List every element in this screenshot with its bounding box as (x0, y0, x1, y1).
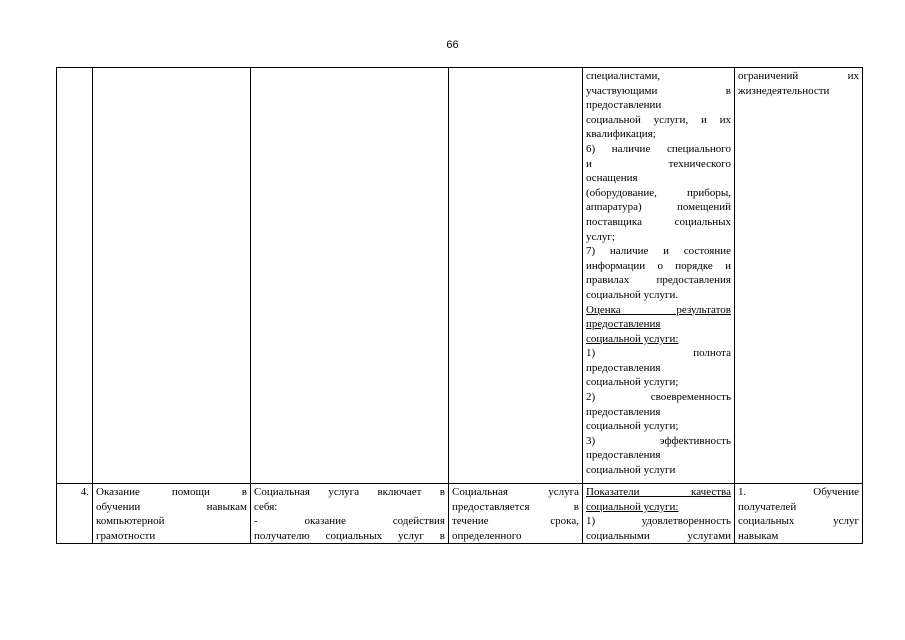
cell-text-line: Социальная услуга включает в (254, 486, 445, 498)
cell-quality-indicators (583, 68, 735, 484)
cell-text-line: Социальная услуга (452, 486, 579, 498)
table-row-4 (57, 484, 863, 544)
cell-text-line: навыкам (738, 529, 779, 542)
cell-text-line: 2) своевременность (586, 391, 731, 404)
cell-text-line: специалистами, (586, 70, 661, 82)
cell-text-line: жизнедеятельности (738, 84, 830, 97)
cell-text-line: информации о порядке и (586, 259, 731, 272)
cell-quality-indicators (583, 484, 735, 544)
cell-service-name (93, 484, 251, 544)
cell-text-line: социальной услуги: (586, 500, 679, 513)
cell-text-line: социальной услуги, и их (586, 113, 731, 126)
cell-service-description (251, 484, 449, 544)
cell-service-term (449, 484, 583, 544)
cell-text-line: квалификация; (586, 128, 656, 141)
cell-service-name (93, 68, 251, 484)
cell-text-line: предоставления (586, 318, 661, 331)
table-row-continuation (57, 68, 863, 484)
cell-text-line: грамотности (96, 529, 156, 542)
cell-text-line: социальной услуги (586, 464, 676, 477)
page-number: 66 (446, 39, 459, 51)
cell-text-line: Оценка результатов (586, 303, 731, 316)
cell-text-line: определенного (452, 529, 522, 542)
cell-text-line: социальной услуги. (586, 288, 679, 301)
cell-text-line: компьютерной (96, 515, 165, 528)
cell-text-line: аппаратура) помещений (586, 201, 731, 214)
cell-text-line: Показатели качества (586, 486, 731, 498)
cell-text-line: 1) удовлетворенность (586, 515, 731, 528)
cell-text-line: поставщика социальных (586, 215, 731, 228)
cell-text-line: социальной услуги; (586, 376, 679, 389)
cell-text-line: 6) наличие специального (586, 142, 731, 155)
cell-service-conditions (735, 484, 863, 544)
cell-text-line: получателей (738, 500, 797, 513)
cell-text-line: получателю социальных услуг в (254, 529, 445, 542)
cell-text-line: течение срока, (452, 515, 579, 528)
cell-text-line: социальной услуги; (586, 420, 679, 433)
cell-service-term (449, 68, 583, 484)
services-table (56, 67, 863, 544)
cell-service-description (251, 68, 449, 484)
cell-text-line: 1. Обучение (738, 486, 859, 498)
cell-text-line: 1) полнота (586, 347, 731, 360)
cell-number: 4. (57, 484, 93, 544)
cell-text-line: предоставления (586, 405, 661, 418)
cell-text-line: Оказание помощи в (96, 486, 247, 498)
cell-service-conditions (735, 68, 863, 484)
cell-text-line: оснащения (586, 172, 638, 185)
cell-text-line: услуг; (586, 230, 615, 243)
cell-text-line: социальной услуги: (586, 332, 679, 345)
cell-text-line: 3) эффективность (586, 434, 731, 447)
cell-text-line: ограничений их (738, 70, 859, 82)
cell-text-line: правилах предоставления (586, 274, 731, 287)
cell-text-line: предоставления (586, 361, 661, 374)
cell-text-line: предоставлении (586, 99, 662, 112)
cell-text-line: социальными услугами (586, 529, 731, 542)
cell-text-line: (оборудование, приборы, (586, 186, 731, 199)
cell-text-line: социальных услуг (738, 515, 859, 528)
cell-text-line: - оказание содействия (254, 515, 445, 528)
cell-text-line: 7) наличие и состояние (586, 245, 731, 258)
cell-number (57, 68, 93, 484)
cell-text-line: и технического (586, 157, 731, 170)
cell-text-line: предоставления (586, 449, 661, 462)
cell-text-line: себя: (254, 500, 278, 513)
cell-text-line: участвующими в (586, 84, 731, 97)
cell-text-line: обучении навыкам (96, 500, 247, 513)
cell-text-line: предоставляется в (452, 500, 579, 513)
